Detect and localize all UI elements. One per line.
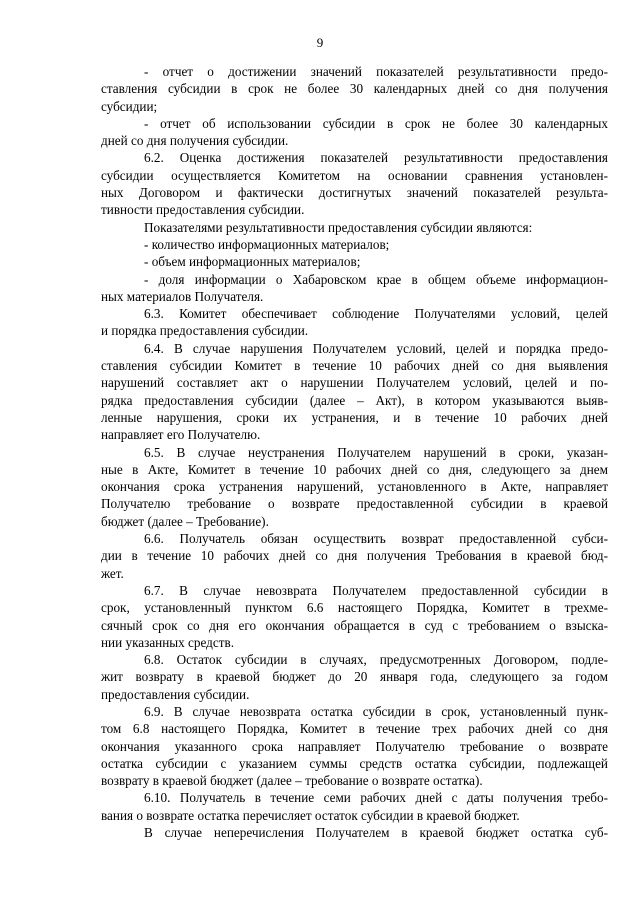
text-line: ные в Акте, Комитет в течение 10 рабочих дней со дня, следующего за днем xyxy=(101,461,608,477)
paragraph xyxy=(101,444,608,530)
text-line: ных материалов Получателя. xyxy=(101,288,264,304)
paragraph xyxy=(101,253,608,270)
text-line: том 6.8 настоящего Порядка, Комитет в течение трех рабочих дней со дня xyxy=(101,721,608,737)
text-line: 6.10. Получатель в течение семи рабочих дней с даты получения требо- xyxy=(144,790,608,806)
paragraph xyxy=(101,236,608,253)
text-line: В случае неперечисления Получателем в краевой бюджет остатка суб- xyxy=(144,825,608,841)
paragraph xyxy=(101,115,608,150)
text-line: Получателю требование о возврате предоставленной субсидии в краевой xyxy=(101,496,608,512)
text-line: Показателями результативности предоставления субсидии являются: xyxy=(144,219,533,235)
text-line: дней со дня получения субсидии. xyxy=(101,133,289,149)
text-line: окончания срока устранения нарушений, установленного в Акте, направляет xyxy=(101,479,608,495)
text-line: нарушений составляет акт о нарушении Получателем условий, целей и по- xyxy=(101,375,608,391)
paragraph xyxy=(101,340,608,444)
text-line: вания о возврате остатка перечисляет остаток субсидии в краевой бюджет. xyxy=(101,807,520,823)
text-line: жит возврату в краевой бюджет до 20 января года, следующего за годом xyxy=(101,669,608,685)
text-line: 6.5. В случае неустранения Получателем нарушений в сроки, указан- xyxy=(144,444,608,460)
text-line: рядка предоставления субсидии (далее – Акт), в котором указываются выяв- xyxy=(101,392,608,408)
text-line: сячный срок со дня его окончания обращается в суд с требованием о взыска- xyxy=(101,617,608,633)
text-line: 6.4. В случае нарушения Получателем условий, целей и порядка предо- xyxy=(144,340,608,356)
text-line: ставления субсидии Комитет в течение 10 рабочих дней со дня выявления xyxy=(101,358,608,374)
text-line: возврату в краевой бюджет (далее – требование о возврате остатка). xyxy=(101,773,483,789)
text-line: предоставления субсидии. xyxy=(101,686,250,702)
text-line: 6.9. В случае невозврата остатка субсидии в срок, установленный пунк- xyxy=(144,703,608,719)
text-line: 6.7. В случае невозврата Получателем предоставленной субсидии в xyxy=(144,582,608,598)
text-line: жет. xyxy=(101,565,124,581)
paragraph xyxy=(101,271,608,306)
paragraph xyxy=(101,530,608,582)
text-line: - объем информационных материалов; xyxy=(144,254,361,270)
text-line: - отчет о достижении значений показателей результативности предо- xyxy=(144,64,608,79)
paragraph xyxy=(101,703,608,789)
paragraph xyxy=(101,824,608,841)
document-body xyxy=(101,63,608,841)
text-line: 6.2. Оценка достижения показателей результативности предоставления xyxy=(144,150,608,166)
text-line: 6.6. Получатель обязан осуществить возврат предоставленной субси- xyxy=(144,531,608,547)
page-number: 9 xyxy=(316,35,324,50)
text-line: ставления субсидии в срок не более 30 календарных дней со дня получения xyxy=(101,81,608,97)
paragraph xyxy=(101,149,608,218)
text-line: окончания указанного срока направляет Получателю требование о возврате xyxy=(101,738,608,754)
paragraph xyxy=(101,219,608,236)
text-line: ленные нарушения, сроки их устранения, и в течение 10 рабочих дней xyxy=(101,409,608,425)
text-line: нии указанных средств. xyxy=(101,634,235,650)
text-line: 6.3. Комитет обеспечивает соблюдение Получателями условий, целей xyxy=(144,306,608,322)
text-line: - количество информационных материалов; xyxy=(144,236,390,252)
text-line: и порядка предоставления субсидии. xyxy=(101,323,309,339)
text-line: дии в течение 10 рабочих дней со дня получения Требования в краевой бюд- xyxy=(101,548,608,564)
text-line: - доля информации о Хабаровском крае в общем объеме информацион- xyxy=(144,271,608,287)
text-line: остатка субсидии с указанием суммы средств остатка субсидии, подлежащей xyxy=(101,755,608,771)
text-line: срок, установленный пунктом 6.6 настоящего Порядка, Комитет в трехме- xyxy=(101,600,608,616)
text-line: бюджет (далее – Требование). xyxy=(101,513,269,529)
paragraph xyxy=(101,305,608,340)
text-line: ных Договором и фактически достигнутых значений показателей результа- xyxy=(101,185,608,201)
text-line: направляет его Получателю. xyxy=(101,427,261,443)
text-line: - отчет об использовании субсидии в срок не более 30 календарных xyxy=(144,115,608,131)
paragraph xyxy=(101,789,608,824)
text-line: 6.8. Остаток субсидии в случаях, предусмотренных Договором, подле- xyxy=(144,652,608,668)
paragraph xyxy=(101,651,608,703)
paragraph xyxy=(101,63,608,115)
paragraph xyxy=(101,582,608,651)
text-line: тивности предоставления субсидии. xyxy=(101,202,305,218)
text-line: субсидии; xyxy=(101,98,158,114)
text-line: субсидии осуществляется Комитетом на основании сравнения установлен- xyxy=(101,167,608,183)
